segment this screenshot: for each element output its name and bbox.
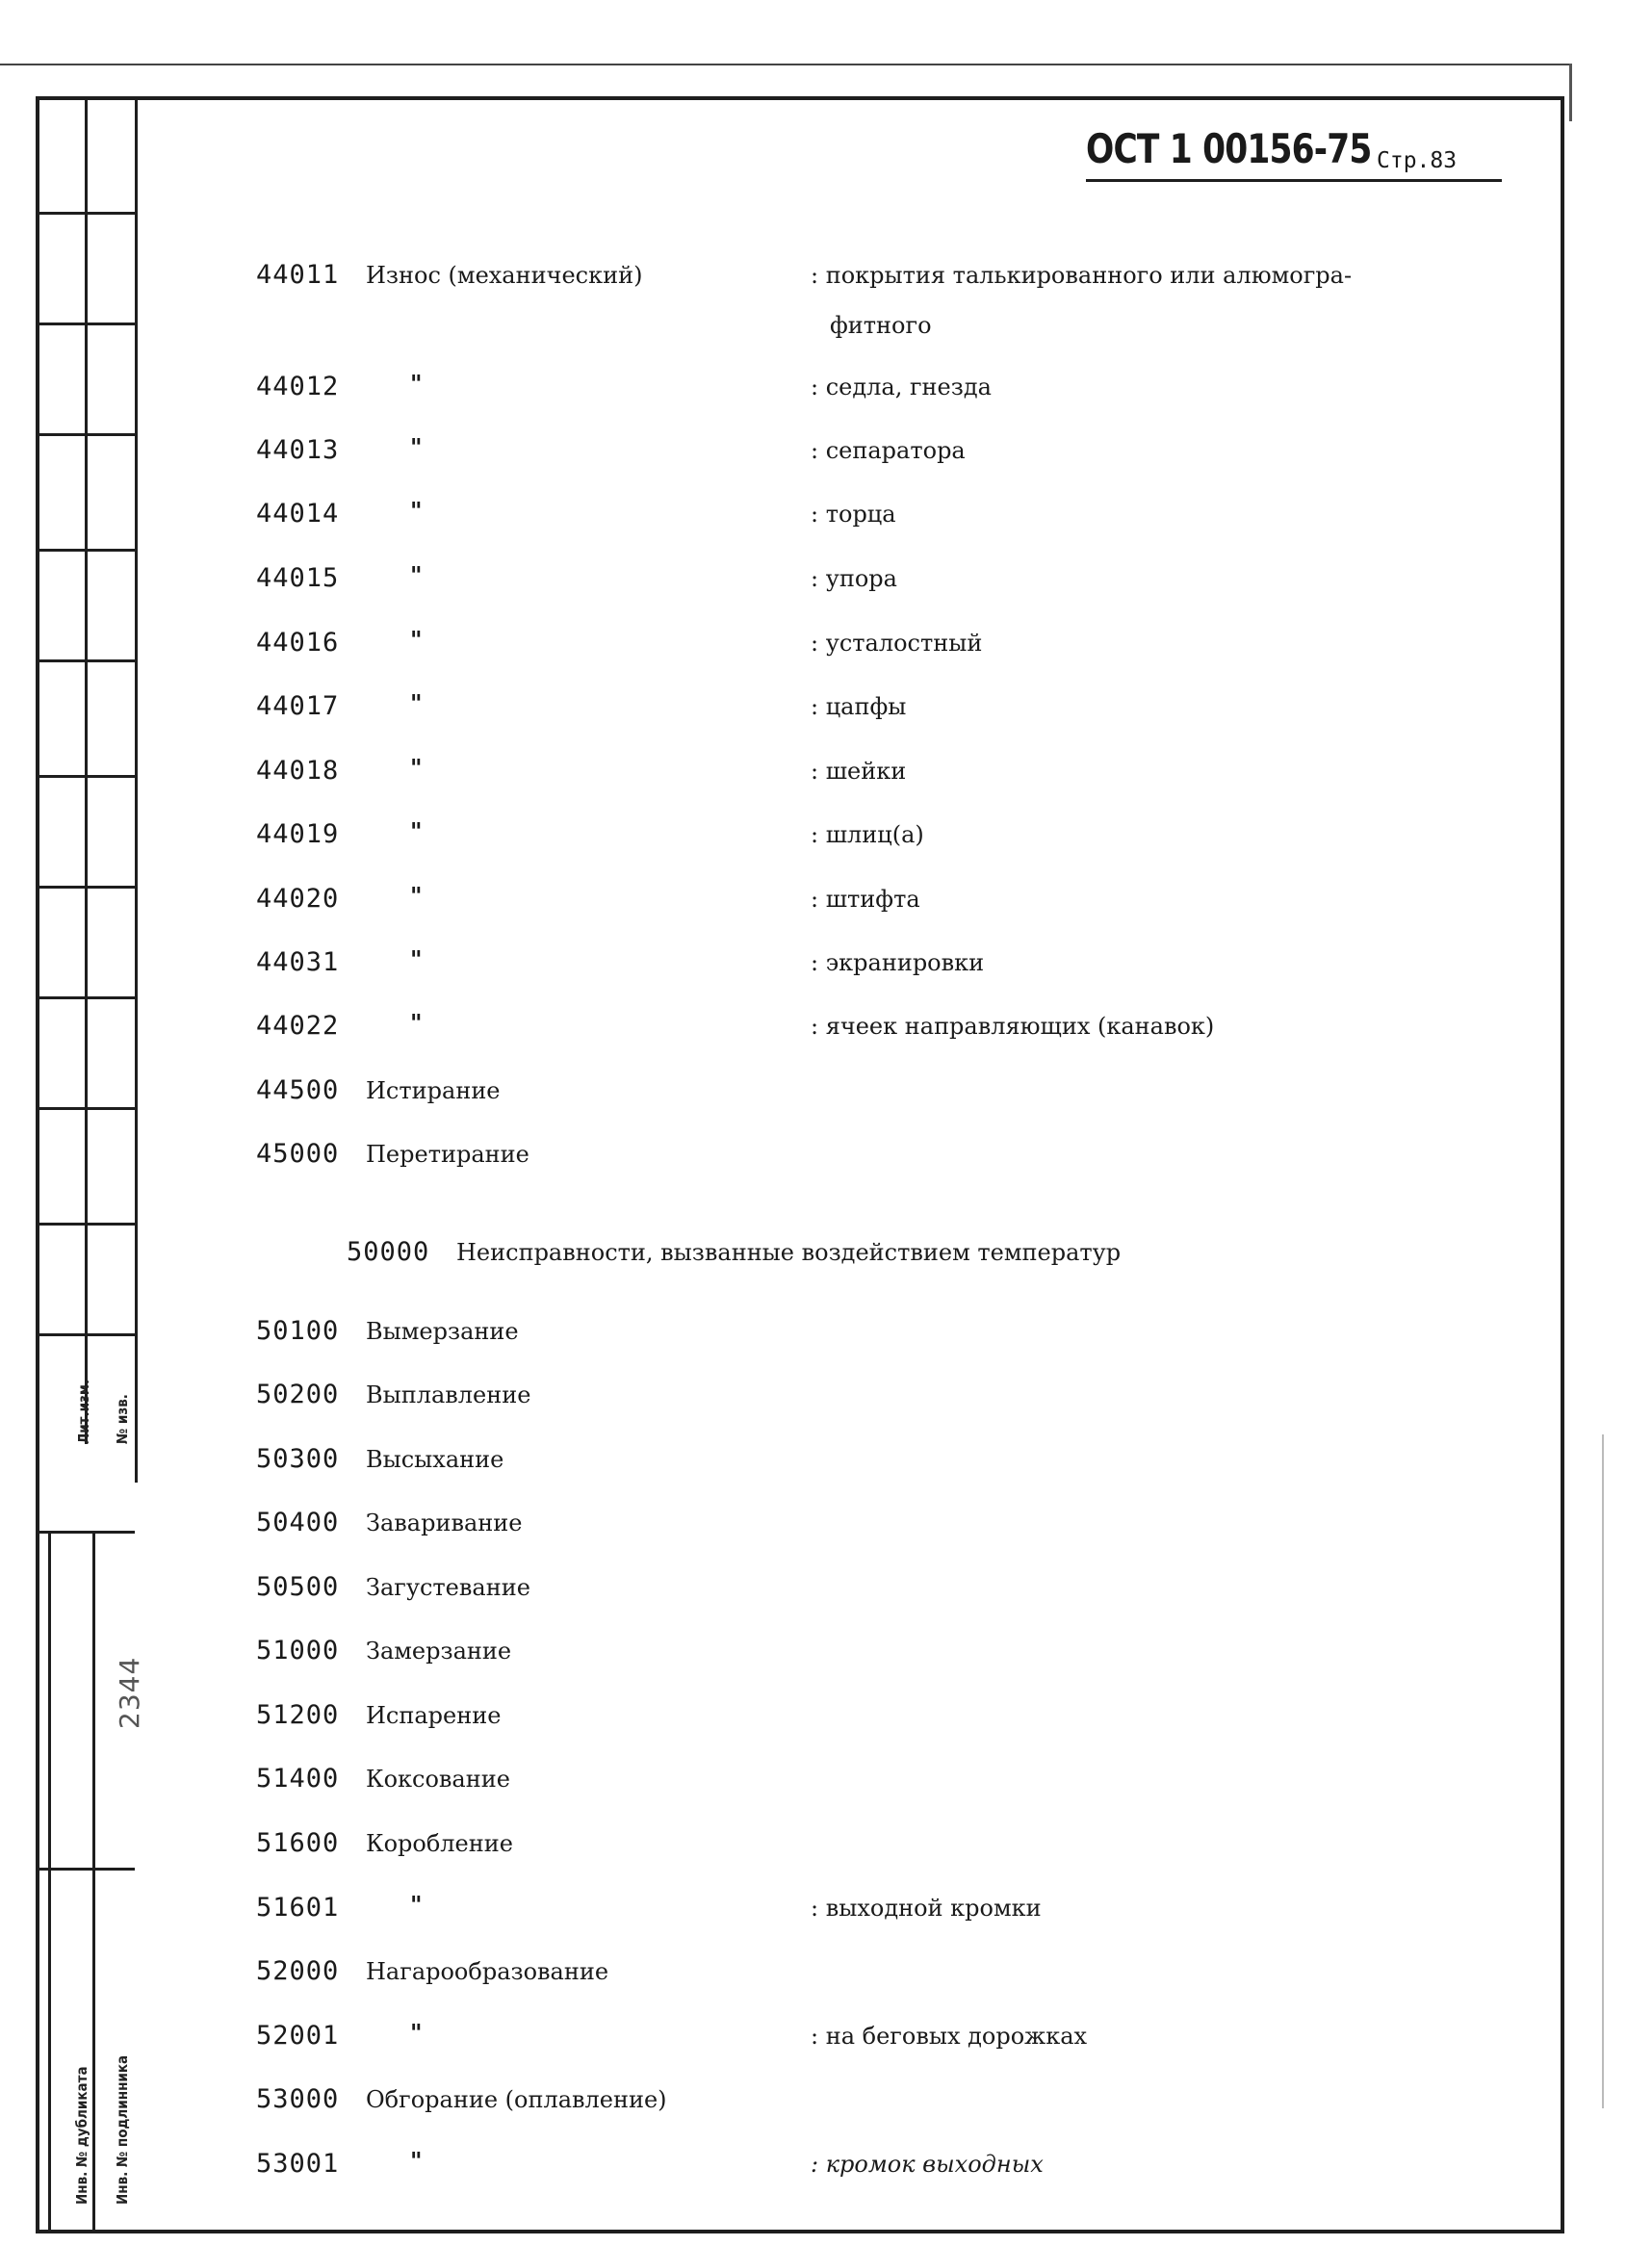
- entry-desc: : штифта: [811, 886, 920, 913]
- list-item: [256, 2084, 667, 2117]
- entry-desc: : усталостный: [811, 630, 983, 657]
- list-item: [256, 497, 896, 531]
- entry-code: 50500: [256, 1572, 340, 1602]
- standard-code: ОСТ 1 00156-75: [1086, 125, 1372, 172]
- ditto-mark: ": [410, 754, 423, 782]
- entry-term: Износ (механический): [366, 262, 643, 289]
- entry-code: 44500: [256, 1075, 340, 1105]
- entry-desc: : шлиц(а): [811, 821, 924, 848]
- list-item: [256, 2019, 1088, 2053]
- inv-dublikata-label: Инв. № дубликата: [73, 2066, 90, 2205]
- section-heading: [347, 1237, 1121, 1270]
- stamp-line: [48, 1531, 51, 2233]
- list-item: [256, 1636, 511, 1668]
- list-item: [256, 260, 1353, 339]
- lit-izm-label: Лит.изм.: [75, 1379, 92, 1444]
- stamp-line: [39, 323, 135, 325]
- entry-term: Высыхание: [366, 1446, 504, 1473]
- scan-edge-line: [1602, 1434, 1604, 2108]
- entry-term: Коксование: [366, 1766, 510, 1793]
- entry-code: 52001: [256, 2021, 340, 2051]
- entry-desc: : сепаратора: [811, 437, 966, 464]
- stamp-line: [39, 433, 135, 436]
- list-item: [256, 433, 966, 468]
- entry-desc: : упора: [811, 565, 897, 592]
- ditto-mark: ": [410, 945, 423, 973]
- list-item: [256, 2147, 1044, 2181]
- list-item: [256, 1828, 513, 1861]
- stamp-line: [39, 996, 135, 999]
- list-item: [256, 1891, 1042, 1925]
- entry-code: 45000: [256, 1139, 340, 1169]
- entry-desc: : шейки: [811, 758, 907, 785]
- entry-code: 50400: [256, 1508, 340, 1537]
- entry-desc: : на беговых дорожках: [811, 2023, 1088, 2050]
- stamp-line: [92, 1531, 95, 2233]
- entry-term: Вымерзание: [366, 1318, 519, 1345]
- page-number: Стр.83: [1377, 148, 1458, 173]
- list-item: [256, 754, 907, 788]
- entry-code: 50100: [256, 1316, 340, 1346]
- no-izv-label: № изв.: [114, 1394, 131, 1444]
- entry-code: 52000: [256, 1956, 340, 1986]
- ditto-mark: ": [410, 882, 423, 910]
- entry-term: Перетирание: [366, 1141, 529, 1168]
- stamp-line: [39, 1107, 135, 1110]
- ditto-mark: ": [410, 689, 423, 717]
- entry-term: Истирание: [366, 1077, 501, 1104]
- list-item: [256, 1009, 1215, 1044]
- list-item: [256, 561, 897, 596]
- entry-desc: : кромок выходных: [811, 2151, 1044, 2178]
- ditto-mark: ": [410, 561, 423, 589]
- entry-code: 44013: [256, 435, 340, 465]
- inv-podlinnika-label: Инв. № подлинника: [114, 2054, 131, 2205]
- ditto-mark: ": [410, 626, 423, 654]
- entry-term: Загустевание: [366, 1574, 530, 1601]
- entry-code: 51000: [256, 1636, 340, 1665]
- section-title: Неисправности, вызванные воздействием температур: [456, 1239, 1122, 1266]
- entry-term: Обгорание (оплавление): [366, 2086, 667, 2113]
- document-header: [1086, 125, 1502, 182]
- entry-term: Испарение: [366, 1702, 502, 1729]
- entry-term: Выплавление: [366, 1381, 531, 1408]
- entry-desc: : выходной кромки: [811, 1895, 1042, 1922]
- list-item: [256, 945, 985, 980]
- stamp-line: [39, 1333, 135, 1336]
- ditto-mark: ": [410, 2019, 423, 2047]
- entry-code: 51601: [256, 1893, 340, 1923]
- entry-term: Заваривание: [366, 1510, 523, 1536]
- entry-desc: : покрытия талькированного или алюмогра-: [811, 262, 1353, 289]
- stamp-line: [85, 96, 88, 1444]
- entry-code: 44022: [256, 1011, 340, 1041]
- entry-desc: : седла, гнезда: [811, 374, 992, 400]
- ditto-mark: ": [410, 1891, 423, 1919]
- stamp-line: [39, 549, 135, 552]
- entry-code: 53000: [256, 2084, 340, 2114]
- entry-code: 51400: [256, 1764, 340, 1794]
- list-item: [256, 1956, 608, 1989]
- entry-code: 44015: [256, 563, 340, 593]
- stamp-line: [135, 96, 138, 1483]
- stamp-line: [39, 886, 135, 889]
- list-item: [256, 1508, 522, 1540]
- ditto-mark: ": [410, 1009, 423, 1037]
- list-item: [256, 1700, 501, 1733]
- list-item: [256, 1380, 530, 1412]
- stamp-line: [39, 1223, 135, 1226]
- list-item: [256, 370, 992, 404]
- entry-code: 51600: [256, 1828, 340, 1858]
- entry-code: 44016: [256, 628, 340, 658]
- stamp-line: [39, 1531, 135, 1534]
- ditto-mark: ": [410, 433, 423, 461]
- handwritten-number: 2344: [114, 1656, 145, 1729]
- entry-term: Замерзание: [366, 1638, 512, 1665]
- entry-code: 53001: [256, 2149, 340, 2179]
- entry-code: 44011: [256, 260, 340, 290]
- list-item: [256, 817, 924, 852]
- ditto-mark: ": [410, 497, 423, 525]
- list-item: [256, 1139, 529, 1172]
- entry-code: 44014: [256, 499, 340, 529]
- list-item: [256, 1316, 519, 1349]
- list-item: [256, 1075, 501, 1108]
- entry-desc: : торца: [811, 501, 896, 528]
- section-code: 50000: [347, 1237, 430, 1267]
- ditto-mark: ": [410, 2147, 423, 2175]
- entry-term: Коробление: [366, 1830, 513, 1857]
- entry-code: 50200: [256, 1380, 340, 1409]
- list-item: [256, 626, 983, 660]
- top-rule-end: [1569, 64, 1572, 121]
- list-item: [256, 1764, 510, 1796]
- stamp-line: [39, 775, 135, 778]
- entry-code: 44019: [256, 819, 340, 849]
- entry-desc: : экранировки: [811, 949, 985, 976]
- list-item: [256, 689, 907, 724]
- ditto-mark: ": [410, 370, 423, 398]
- top-rule: [0, 64, 1569, 65]
- stamp-line: [39, 1868, 135, 1871]
- entry-desc: : ячеек направляющих (канавок): [811, 1013, 1215, 1040]
- entry-code: 44020: [256, 884, 340, 914]
- entry-code: 44018: [256, 756, 340, 786]
- ditto-mark: ": [410, 817, 423, 845]
- entry-code: 44031: [256, 947, 340, 977]
- entry-desc: : цапфы: [811, 693, 907, 720]
- list-item: [256, 1572, 530, 1605]
- stamp-line: [39, 659, 135, 662]
- list-item: [256, 1444, 503, 1477]
- entry-term: Нагарообразование: [366, 1958, 609, 1985]
- entry-code: 51200: [256, 1700, 340, 1730]
- entry-code: 44012: [256, 372, 340, 401]
- entry-desc-cont: фитного: [830, 312, 932, 339]
- entry-code: 50300: [256, 1444, 340, 1474]
- entry-code: 44017: [256, 691, 340, 721]
- list-item: [256, 882, 920, 916]
- stamp-line: [39, 212, 135, 215]
